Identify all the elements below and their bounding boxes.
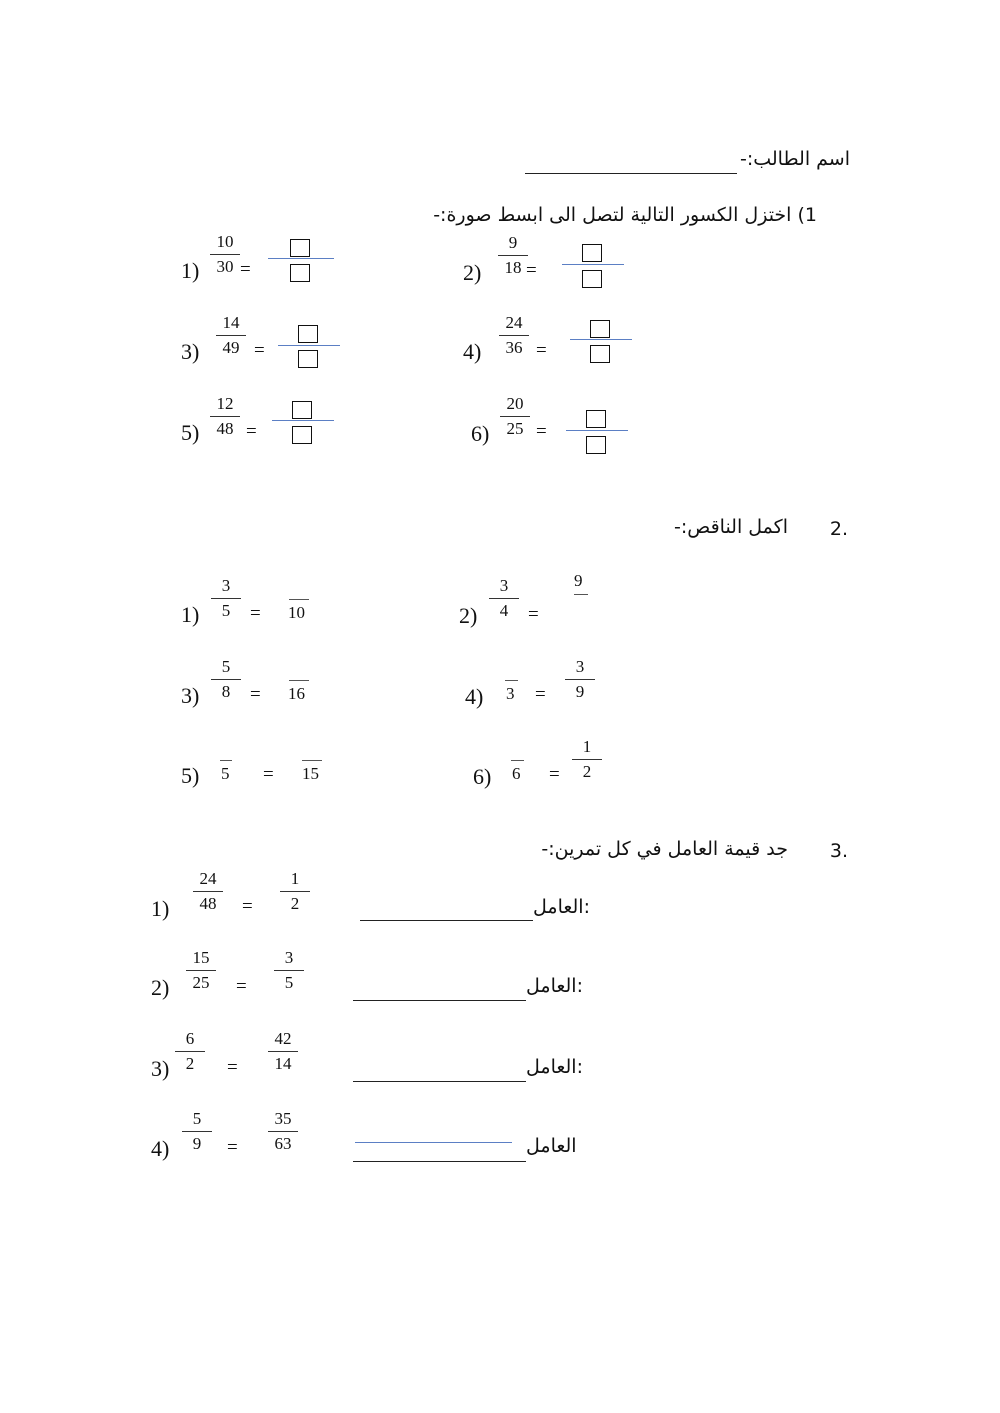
denominator: 63 bbox=[274, 1134, 292, 1153]
item-label: 3) bbox=[181, 339, 200, 364]
answer-numerator-box[interactable] bbox=[292, 401, 312, 419]
denominator: 5 bbox=[221, 601, 231, 620]
section2-title: اكمل الناقص:- bbox=[674, 516, 788, 538]
equals-sign: = bbox=[263, 764, 274, 785]
equals-sign: = bbox=[536, 421, 547, 442]
factor-text: العامل bbox=[526, 1056, 577, 1078]
fraction-bar bbox=[498, 255, 528, 256]
denominator: 49 bbox=[222, 338, 240, 357]
equals-sign: = bbox=[227, 1057, 238, 1078]
factor-text: العامل bbox=[526, 1135, 577, 1157]
fraction-bar bbox=[210, 416, 240, 417]
numerator: 10 bbox=[216, 232, 234, 251]
answer-denominator-box[interactable] bbox=[292, 426, 312, 444]
fraction-bar bbox=[268, 1131, 298, 1132]
numerator: 3 bbox=[499, 576, 509, 595]
factor-suffix: : bbox=[576, 975, 583, 997]
fraction-bar bbox=[268, 1051, 298, 1052]
factor-answer-line[interactable] bbox=[360, 920, 533, 921]
numerator: 5 bbox=[221, 657, 231, 676]
factor-answer-line[interactable] bbox=[353, 1000, 526, 1001]
left-denominator: 6 bbox=[512, 764, 521, 783]
denominator: 25 bbox=[506, 419, 524, 438]
item-label: 2) bbox=[459, 603, 478, 628]
factor-text: العامل bbox=[526, 975, 577, 997]
missing-denominator-bar[interactable] bbox=[574, 594, 588, 595]
factor-label bbox=[526, 975, 583, 997]
numerator: 20 bbox=[506, 394, 524, 413]
fraction-bar bbox=[211, 679, 241, 680]
left-fraction bbox=[209, 576, 243, 621]
item-label: 2) bbox=[151, 975, 170, 1000]
denominator: 48 bbox=[216, 419, 234, 438]
numerator: 15 bbox=[192, 948, 210, 967]
answer-fraction-bar bbox=[268, 258, 334, 259]
left-fraction bbox=[191, 869, 225, 914]
left-fraction bbox=[173, 1029, 207, 1074]
left-fraction bbox=[209, 657, 243, 702]
denominator: 9 bbox=[192, 1134, 202, 1153]
factor-answer-line[interactable] bbox=[353, 1081, 526, 1082]
right-denominator: 10 bbox=[288, 603, 305, 622]
left-denominator: 3 bbox=[506, 684, 515, 703]
answer-numerator-box[interactable] bbox=[582, 244, 602, 262]
denominator: 36 bbox=[505, 338, 523, 357]
fraction-bar bbox=[211, 598, 241, 599]
factor-answer-blue-line[interactable] bbox=[355, 1142, 512, 1143]
student-name-label: اسم الطالب:- bbox=[739, 148, 850, 170]
equals-sign: = bbox=[240, 259, 251, 280]
item-label: 4) bbox=[463, 339, 482, 364]
factor-text: العامل bbox=[533, 896, 584, 918]
answer-denominator-box[interactable] bbox=[582, 270, 602, 288]
right-fraction bbox=[272, 948, 306, 993]
item-label: 4) bbox=[151, 1136, 170, 1161]
fraction bbox=[214, 313, 248, 358]
missing-numerator-bar-right[interactable] bbox=[302, 760, 322, 761]
denominator: 2 bbox=[582, 762, 592, 781]
item-label: 5) bbox=[181, 763, 200, 788]
right-fraction bbox=[266, 1109, 300, 1154]
equals-sign: = bbox=[250, 684, 261, 705]
answer-numerator-box[interactable] bbox=[586, 410, 606, 428]
right-numerator: 9 bbox=[574, 571, 583, 590]
item-label: 3) bbox=[181, 683, 200, 708]
missing-numerator-bar[interactable] bbox=[289, 599, 309, 600]
numerator: 35 bbox=[274, 1109, 292, 1128]
equals-sign: = bbox=[536, 340, 547, 361]
section2-number: .2 bbox=[829, 518, 848, 540]
numerator: 24 bbox=[199, 869, 217, 888]
fraction-bar bbox=[182, 1131, 212, 1132]
fraction bbox=[496, 233, 530, 278]
right-fraction bbox=[278, 869, 312, 914]
denominator: 18 bbox=[504, 258, 522, 277]
item-label: 4) bbox=[465, 684, 484, 709]
fraction-bar bbox=[274, 970, 304, 971]
fraction-bar bbox=[280, 891, 310, 892]
fraction-bar bbox=[565, 679, 595, 680]
fraction-bar bbox=[500, 416, 530, 417]
numerator: 12 bbox=[216, 394, 234, 413]
item-label: 2) bbox=[463, 260, 482, 285]
numerator: 14 bbox=[222, 313, 240, 332]
answer-fraction-bar bbox=[278, 345, 340, 346]
fraction-bar bbox=[193, 891, 223, 892]
equals-sign: = bbox=[254, 340, 265, 361]
left-fraction bbox=[487, 576, 521, 621]
answer-numerator-box[interactable] bbox=[590, 320, 610, 338]
right-fraction bbox=[563, 657, 597, 702]
equals-sign: = bbox=[549, 764, 560, 785]
denominator: 4 bbox=[499, 601, 509, 620]
item-label: 5) bbox=[181, 420, 200, 445]
numerator: 24 bbox=[505, 313, 523, 332]
denominator: 30 bbox=[216, 257, 234, 276]
answer-fraction-bar bbox=[272, 420, 334, 421]
answer-denominator-box[interactable] bbox=[590, 345, 610, 363]
student-name-field[interactable] bbox=[525, 173, 737, 174]
fraction-bar bbox=[175, 1051, 205, 1052]
numerator: 1 bbox=[290, 869, 300, 888]
right-denominator: 16 bbox=[288, 684, 305, 703]
item-label: 6) bbox=[471, 421, 490, 446]
equals-sign: = bbox=[246, 421, 257, 442]
answer-fraction-bar bbox=[562, 264, 624, 265]
fraction-bar bbox=[186, 970, 216, 971]
missing-numerator-bar[interactable] bbox=[511, 760, 524, 761]
answer-numerator-box[interactable] bbox=[290, 239, 310, 257]
left-fraction bbox=[184, 948, 218, 993]
factor-label bbox=[526, 1056, 583, 1078]
numerator: 42 bbox=[274, 1029, 292, 1048]
denominator: 8 bbox=[221, 682, 231, 701]
missing-numerator-bar[interactable] bbox=[220, 760, 232, 761]
answer-denominator-box[interactable] bbox=[290, 264, 310, 282]
fraction-bar bbox=[572, 759, 602, 760]
equals-sign: = bbox=[528, 604, 539, 625]
denominator: 48 bbox=[199, 894, 217, 913]
fraction bbox=[497, 313, 531, 358]
numerator: 6 bbox=[185, 1029, 195, 1048]
item-label: 1) bbox=[181, 602, 200, 627]
right-denominator: 15 bbox=[302, 764, 319, 783]
left-denominator: 5 bbox=[221, 764, 230, 783]
numerator: 3 bbox=[221, 576, 231, 595]
fraction bbox=[208, 394, 242, 439]
equals-sign: = bbox=[242, 896, 253, 917]
numerator: 9 bbox=[508, 233, 518, 252]
equals-sign: = bbox=[526, 260, 537, 281]
numerator: 5 bbox=[192, 1109, 202, 1128]
denominator: 2 bbox=[185, 1054, 195, 1073]
denominator: 25 bbox=[192, 973, 210, 992]
factor-label bbox=[533, 896, 590, 918]
right-fraction bbox=[570, 737, 604, 782]
item-label: 1) bbox=[151, 896, 170, 921]
missing-numerator-bar[interactable] bbox=[289, 680, 309, 681]
denominator: 14 bbox=[274, 1054, 292, 1073]
factor-suffix: : bbox=[576, 1056, 583, 1078]
answer-numerator-box[interactable] bbox=[298, 325, 318, 343]
fraction bbox=[498, 394, 532, 439]
fraction-bar bbox=[489, 598, 519, 599]
fraction-bar bbox=[210, 254, 240, 255]
numerator: 3 bbox=[284, 948, 294, 967]
factor-label bbox=[526, 1135, 577, 1157]
fraction-bar bbox=[216, 335, 246, 336]
left-fraction bbox=[180, 1109, 214, 1154]
section3-number: .3 bbox=[829, 840, 848, 862]
denominator: 2 bbox=[290, 894, 300, 913]
answer-fraction-bar bbox=[566, 430, 628, 431]
section3-title: جد قيمة العامل في كل تمرين:- bbox=[541, 838, 788, 860]
factor-suffix: : bbox=[583, 896, 590, 918]
answer-denominator-box[interactable] bbox=[586, 436, 606, 454]
factor-answer-line[interactable] bbox=[353, 1161, 526, 1162]
right-fraction bbox=[266, 1029, 300, 1074]
answer-denominator-box[interactable] bbox=[298, 350, 318, 368]
equals-sign: = bbox=[535, 684, 546, 705]
denominator: 9 bbox=[575, 682, 585, 701]
item-label: 3) bbox=[151, 1056, 170, 1081]
equals-sign: = bbox=[236, 976, 247, 997]
denominator: 5 bbox=[284, 973, 294, 992]
section1-title: 1) اختزل الكسور التالية لتصل الى ابسط صورة:- bbox=[433, 204, 817, 226]
missing-numerator-bar[interactable] bbox=[505, 680, 518, 681]
fraction-bar bbox=[499, 335, 529, 336]
item-label: 6) bbox=[473, 764, 492, 789]
equals-sign: = bbox=[227, 1137, 238, 1158]
numerator: 3 bbox=[575, 657, 585, 676]
numerator: 1 bbox=[582, 737, 592, 756]
equals-sign: = bbox=[250, 603, 261, 624]
fraction bbox=[208, 232, 242, 277]
item-label: 1) bbox=[181, 258, 200, 283]
answer-fraction-bar bbox=[570, 339, 632, 340]
